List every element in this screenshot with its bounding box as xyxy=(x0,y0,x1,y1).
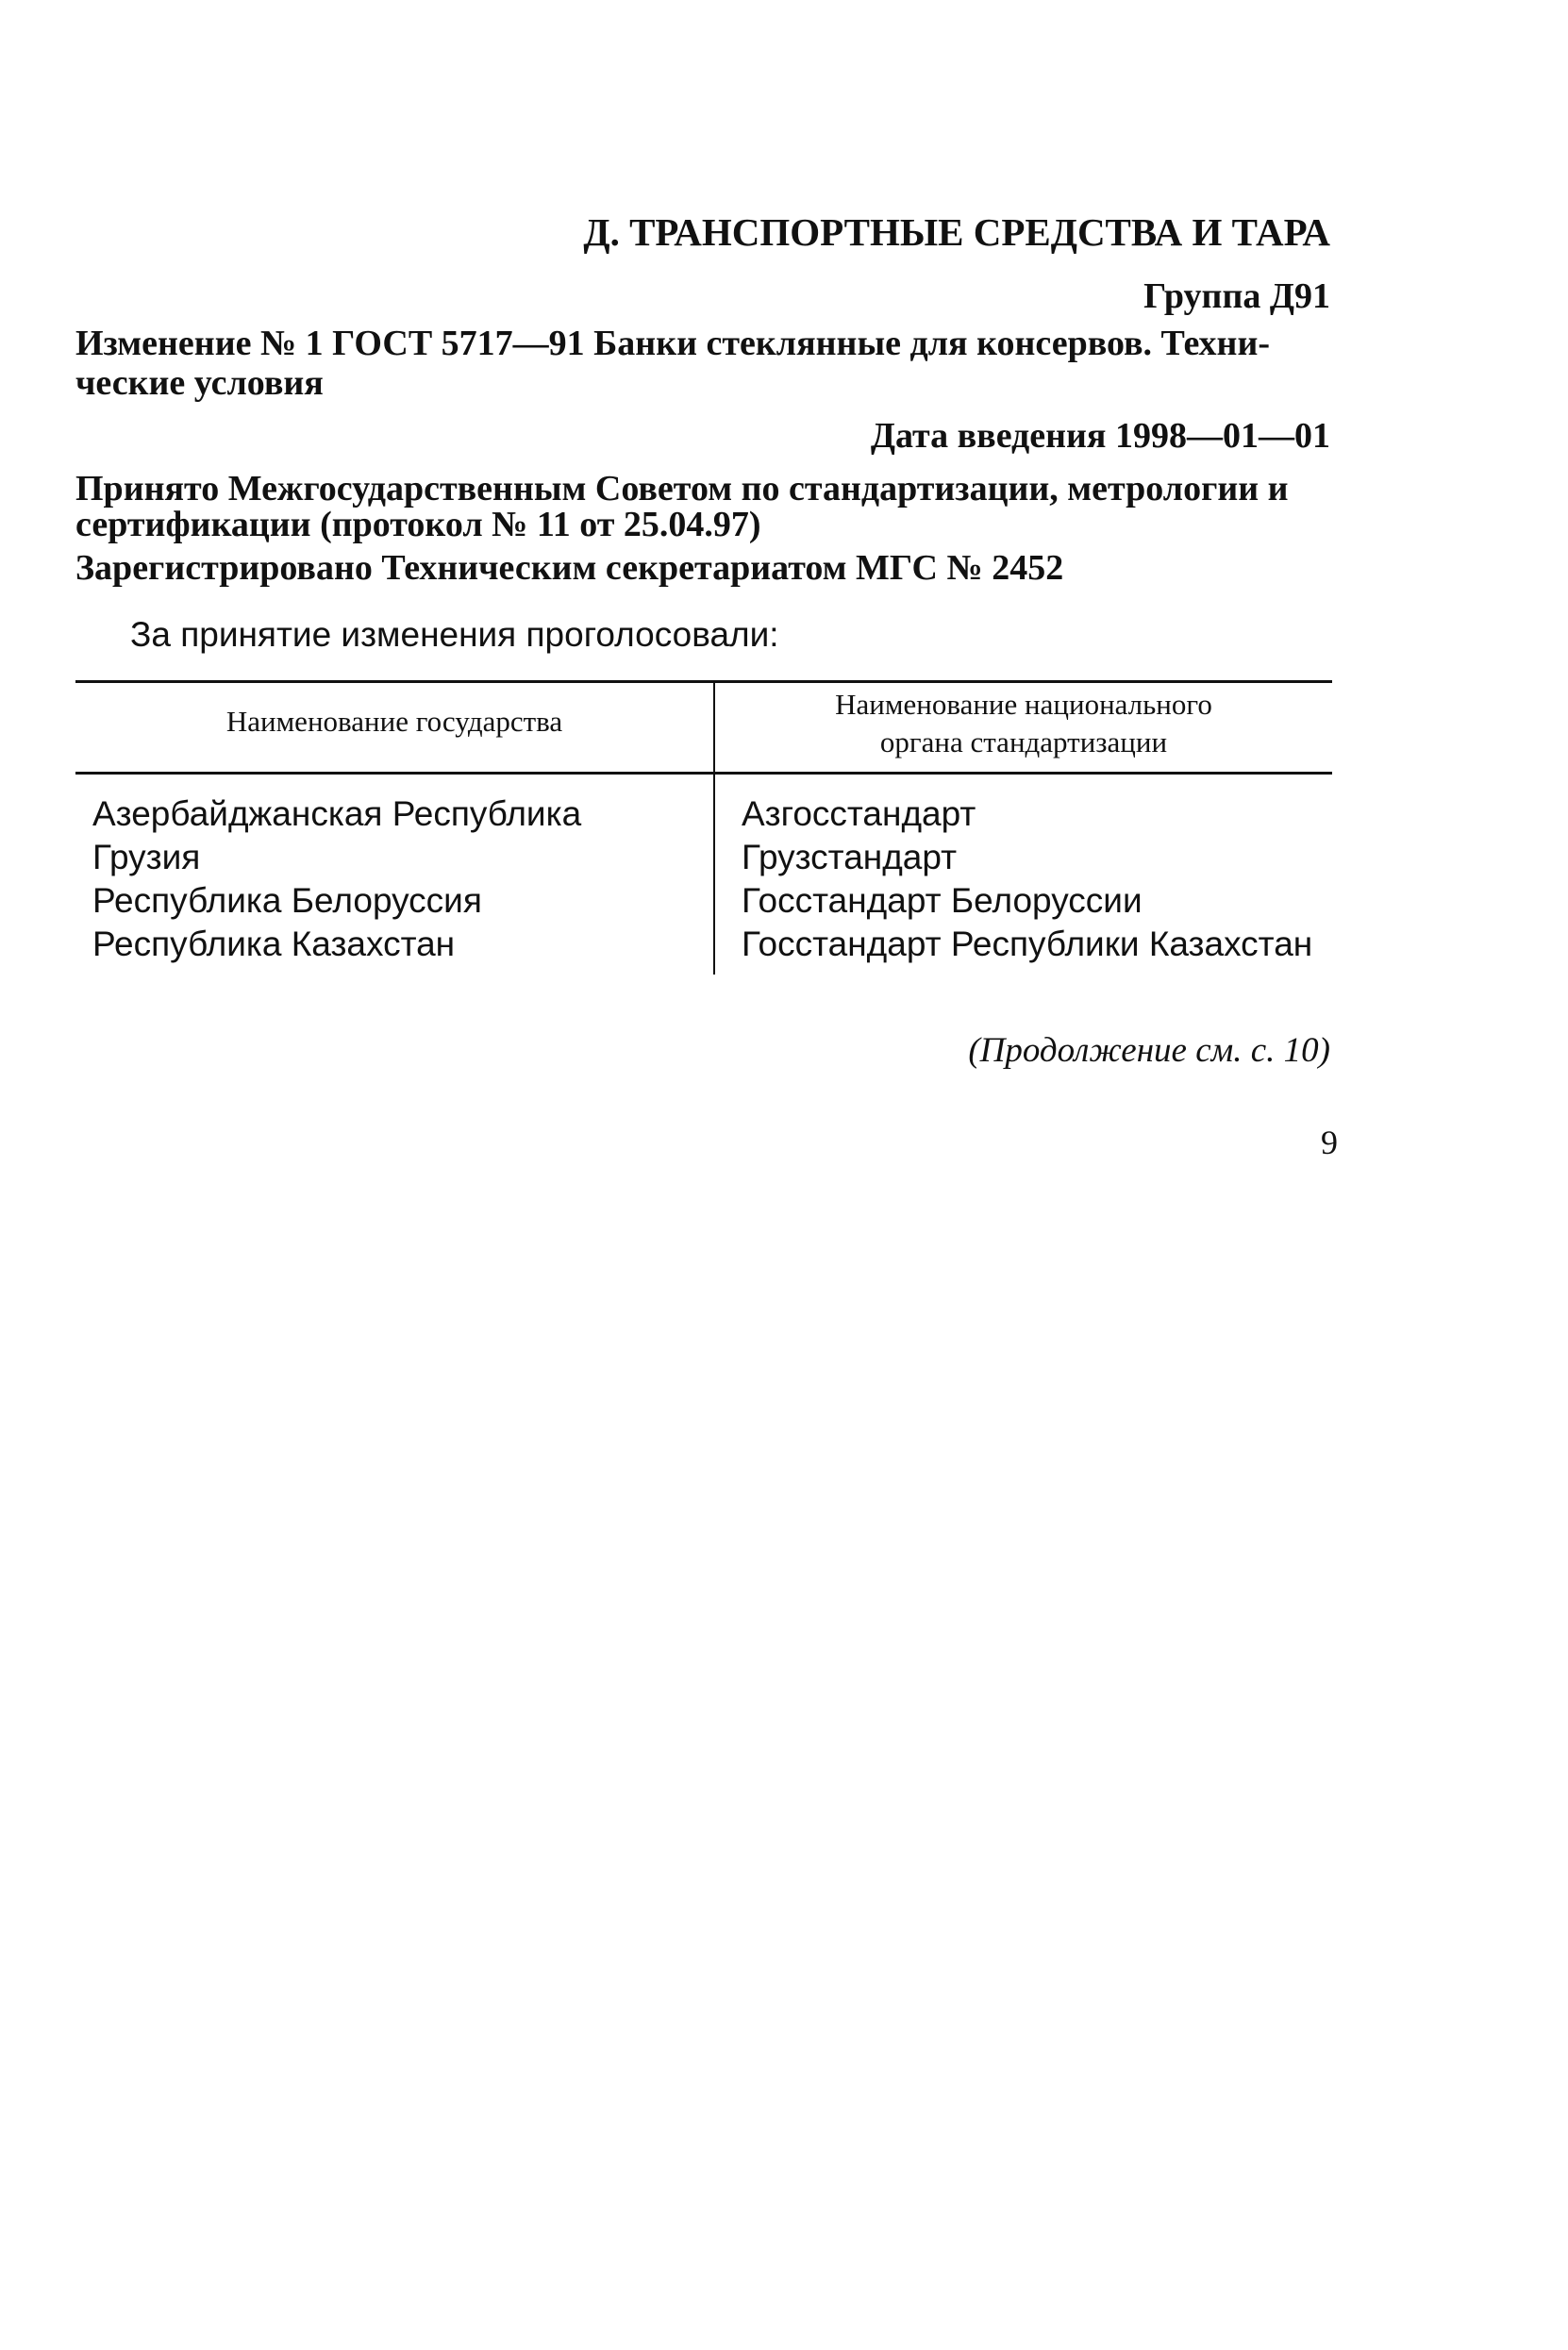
table-top-rule xyxy=(75,680,1332,683)
table-cell-standards-body: Грузстандарт xyxy=(742,838,958,876)
continued-note: (Продолжение см. с. 10) xyxy=(968,1031,1330,1070)
table-header-standards-body xyxy=(715,686,1332,761)
amendment-title-line1: Изменение № 1 ГОСТ 5717—91 Банки стеклянные для консервов. Техни- xyxy=(75,324,1270,363)
table-cell-state: Республика Белоруссия xyxy=(92,881,482,920)
table-cell-standards-body: Азгосстандарт xyxy=(742,794,976,833)
table-header-body-line2: органа стандартизации xyxy=(879,725,1168,758)
page-number: 9 xyxy=(1321,1124,1338,1161)
registration-statement: Зарегистрировано Техническим секретариатом МГС № 2452 xyxy=(75,548,1064,588)
section-heading: Д. ТРАНСПОРТНЫЕ СРЕДСТВА И ТАРА xyxy=(583,210,1330,254)
group-label: Группа Д91 xyxy=(1143,276,1330,316)
table-cell-standards-body: Госстандарт Республики Казахстан xyxy=(742,925,1313,963)
adopted-statement-line1: Принято Межгосударственным Советом по стандартизации, метрологии и xyxy=(75,469,1289,508)
table-header-body-line1: Наименование национального xyxy=(835,688,1212,721)
adopted-statement-line2: сертификации (протокол № 11 от 25.04.97) xyxy=(75,505,761,544)
table-cell-state: Республика Казахстан xyxy=(92,925,456,963)
introduction-date: Дата введения 1998—01—01 xyxy=(870,416,1330,456)
table-cell-state: Азербайджанская Республика xyxy=(92,794,582,833)
table-header-rule xyxy=(75,772,1332,775)
amendment-title-line2: ческие условия xyxy=(75,363,324,403)
table-cell-standards-body: Госстандарт Белоруссии xyxy=(742,881,1143,920)
table-cell-state: Грузия xyxy=(92,838,201,876)
voted-intro: За принятие изменения проголосовали: xyxy=(130,615,779,654)
table-header-state: Наименование государства xyxy=(225,705,563,738)
